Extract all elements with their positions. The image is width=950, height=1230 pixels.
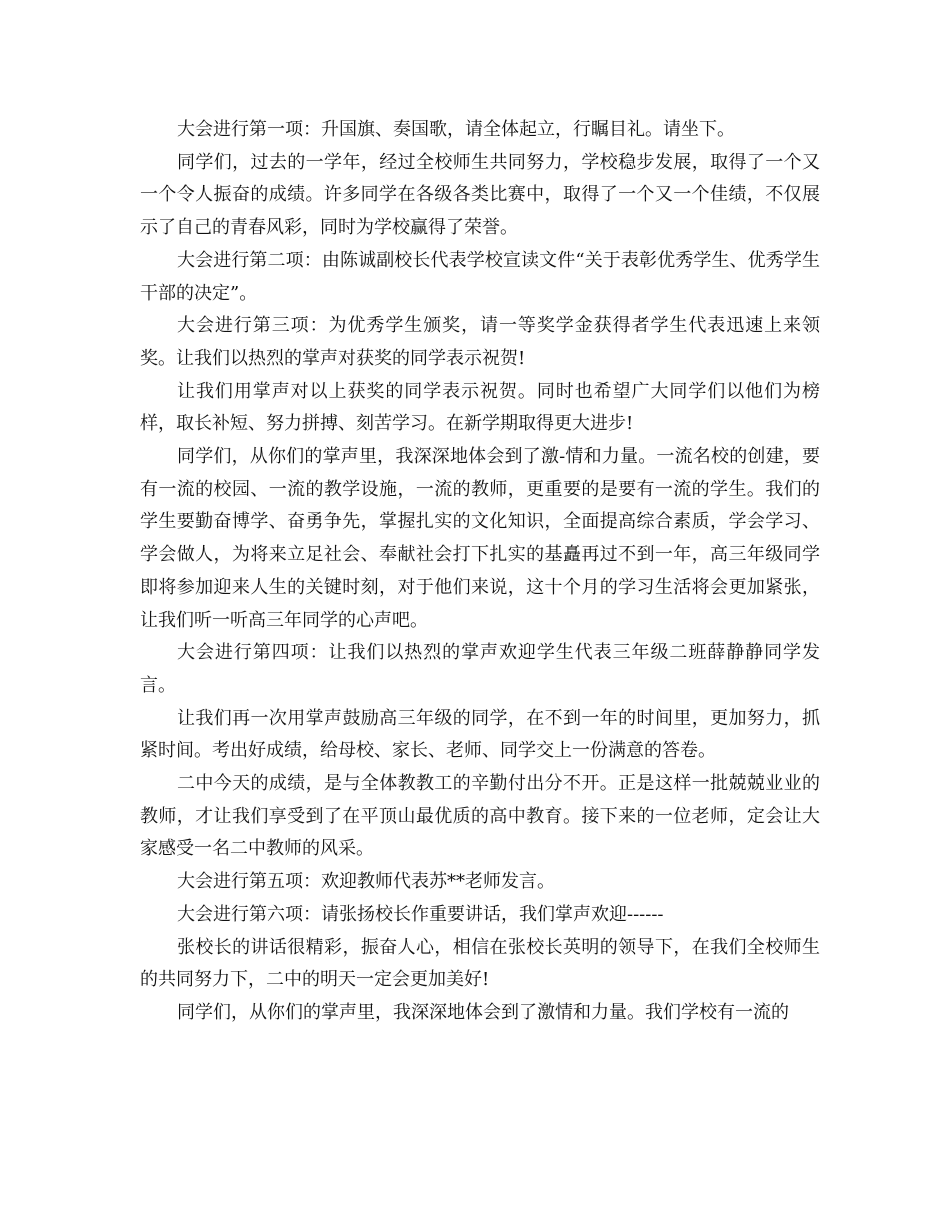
paragraph-3: 大会进行第二项：由陈诚副校长代表学校宣读文件“关于表彰优秀学生、优秀学生干部的决定”。 [140,249,820,304]
document-page [140,114,820,1030]
paragraph-12: 张校长的讲话很精彩，振奋人心，相信在张校长英明的领导下，在我们全校师生的共同努力下，二中的明天一定会更加美好! [140,936,820,991]
paragraph-2: 同学们，过去的一学年，经过全校师生共同努力，学校稳步发展，取得了一个又一个令人振奋的成绩。许多同学在各级各类比赛中，取得了一个又一个佳绩，不仅展示了自己的青春风彩，同时为学校赢得了荣誉。 [140,151,820,239]
paragraph-1: 大会进行第一项：升国旗、奏国歌，请全体起立，行瞩目礼。请坐下。 [177,119,735,140]
paragraph-9: 二中今天的成绩，是与全体教教工的辛勤付出分不开。正是这样一批兢兢业业的教师，才让我们享受到了在平顶山最优质的高中教育。接下来的一位老师，定会让大家感受一名二中教师的风采。 [140,773,820,860]
paragraph-6: 同学们，从你们的掌声里，我深深地体会到了激-情和力量。一流名校的创建，要有一流的校园、一流的教学设施，一流的教师，更重要的是要有一流的学生。我们的学生要勤奋博学、奋勇争先，掌握扎实的文化知识，全面提高综合素质，学会学习、学会做人，为将来立足社会、奉献社会打下扎实的基矗再过不到一年，高三年级同学即将参加迎来人生的关键时刻，对于他们来说，这十个月的学习生活将会更加紧张，让我们听一听高三年同学的心声吧。 [140,446,820,631]
paragraph-7: 大会进行第四项：让我们以热烈的掌声欢迎学生代表三年级二班薛静静同学发言。 [140,642,820,696]
paragraph-13: 同学们，从你们的掌声里，我深深地体会到了激情和力量。我们学校有一流的 [177,1001,789,1023]
paragraph-4: 大会进行第三项：为优秀学生颁奖，请一等奖学金获得者学生代表迅速上来领奖。让我们以热烈的掌声对获奖的同学表示祝贺! [140,315,820,369]
paragraph-8: 让我们再一次用掌声鼓励高三年级的同学，在不到一年的时间里，更加努力，抓紧时间。考出好成绩，给母校、家长、老师、同学交上一份满意的答卷。 [140,707,820,762]
paragraph-5: 让我们用掌声对以上获奖的同学表示祝贺。同时也希望广大同学们以他们为榜样，取长补短、努力拼搏、刻苦学习。在新学期取得更大进步! [140,380,820,435]
paragraph-11: 大会进行第六项：请张扬校长作重要讲话，我们掌声欢迎------ [177,903,664,925]
paragraph-10: 大会进行第五项：欢迎教师代表苏**老师发言。 [177,871,555,893]
